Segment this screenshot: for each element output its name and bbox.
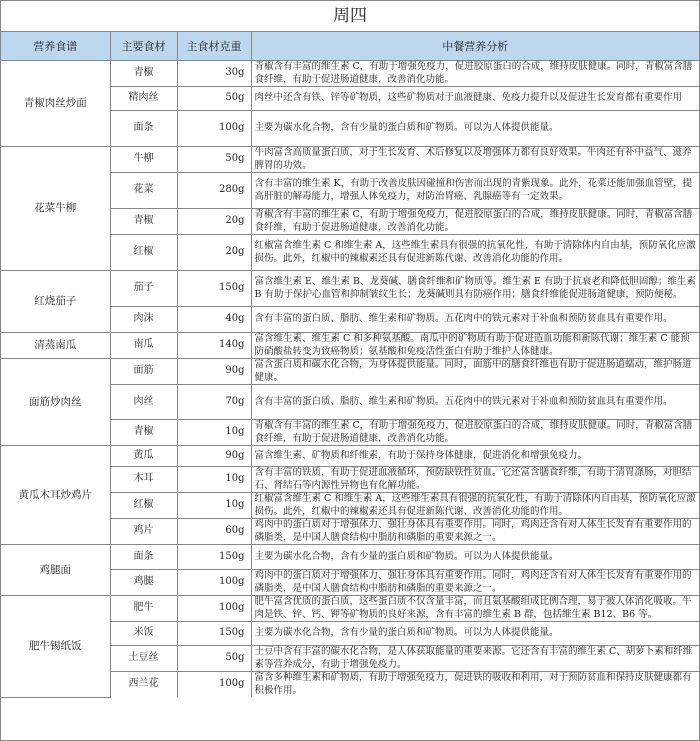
ingredient-name: 肉沫 <box>110 307 177 333</box>
ingredient-weight: 70g <box>177 385 251 420</box>
dish-name: 红烧茄子 <box>1 271 110 333</box>
ingredient-name: 花菜 <box>110 173 177 209</box>
ingredient-weight: 100g <box>177 596 251 622</box>
ingredient-name: 鸡腿 <box>110 570 177 596</box>
ingredient-name: 肥牛 <box>110 596 177 622</box>
ingredient-name: 青椒 <box>110 61 177 87</box>
nutrition-analysis: 富含维生素 E、维生素 B、龙葵碱、膳食纤维和矿物质等。维生素 E 有助于抗衰老和降低胆固醇；维生素 B 有助于保护心血管和抑制皱纹生长；龙葵碱则具有防癌作用；膳食纤维能促进肠道健康，预防便秘。 <box>251 271 699 307</box>
ingredient-name: 面条 <box>110 111 177 147</box>
header-ingredient: 主要食材 <box>110 32 177 61</box>
table-row <box>1 61 699 87</box>
dish-name: 肥牛锡纸饭 <box>1 596 110 698</box>
ingredient-weight: 50g <box>177 147 251 173</box>
nutrition-table <box>1 32 699 698</box>
ingredient-weight: 100g <box>177 570 251 596</box>
nutrition-analysis: 主要为碳水化合物，含有少量的蛋白质和矿物质。可以为人体提供能量。 <box>251 622 699 646</box>
nutrition-analysis: 含有丰富的铁质，有助于促进血液循环，预防缺铁性贫血。它还富含膳食纤维，有助于清胃涤肠，对胆结石、肾结石等内源性异物也有化解功能。 <box>251 467 699 493</box>
ingredient-weight: 100g <box>177 672 251 698</box>
ingredient-weight: 20g <box>177 235 251 271</box>
ingredient-weight: 10g <box>177 420 251 446</box>
nutrition-analysis: 红椒富含维生素 C 和维生素 A，这些维生素具有很强的抗氧化性，有助于清除体内自由基，预防氧化应激损伤。此外，红椒中的辣椒素还具有促进新陈代谢、改善消化功能的作用。 <box>251 235 699 271</box>
ingredient-name: 精肉丝 <box>110 87 177 111</box>
nutrition-analysis: 鸡肉中的蛋白质对于增强体力、强壮身体具有重要作用。同时，鸡肉还含有对人体生长发育有重要作用的磷脂类，是中国人膳食结构中脂肪和磷脂的重要来源之一。 <box>251 570 699 596</box>
dish-name: 鸡腿面 <box>1 545 110 596</box>
ingredient-weight: 50g <box>177 646 251 672</box>
dish-name: 面筋炒肉丝 <box>1 359 110 446</box>
nutrition-analysis: 鸡肉中的蛋白质对于增强体力、强壮身体具有重要作用。同时，鸡肉还含有对人体生长发育有重要作用的磷脂类，是中国人膳食结构中脂肪和磷脂的重要来源之一。 <box>251 519 699 545</box>
ingredient-weight: 150g <box>177 622 251 646</box>
ingredient-name: 木耳 <box>110 467 177 493</box>
ingredient-name: 面条 <box>110 545 177 570</box>
nutrition-analysis: 含有丰富的蛋白质、脂肪、维生素和矿物质。五花肉中的铁元素对于补血和预防贫血具有重要作用。 <box>251 385 699 420</box>
nutrition-analysis: 主要为碳水化合物，含有少量的蛋白质和矿物质。可以为人体提供能量。 <box>251 111 699 147</box>
page-title: 周四 <box>1 1 699 32</box>
nutrition-analysis: 富含维生素、维生素 C 和多种氨基酸。南瓜中的矿物质有助于促进造血功能和新陈代谢；维生素 C 能预防硝酸盐转变为致癌物质；氨基酸和免疫活性蛋白有助于维护人体健康。 <box>251 333 699 359</box>
ingredient-name: 南瓜 <box>110 333 177 359</box>
nutrition-analysis: 富含蛋白质和碳水化合物，为身体提供能量。同时，面筋中的膳食纤维也有助于促进肠道蠕动，维护肠道健康。 <box>251 359 699 385</box>
nutrition-analysis: 含有丰富的蛋白质、脂肪、维生素和矿物质。五花肉中的铁元素对于补血和预防贫血具有重要作用。 <box>251 307 699 333</box>
header-recipe: 营养食谱 <box>1 32 110 61</box>
table-row <box>1 596 699 622</box>
ingredient-name: 鸡片 <box>110 519 177 545</box>
ingredient-name: 黄瓜 <box>110 446 177 467</box>
ingredient-weight: 90g <box>177 446 251 467</box>
nutrition-analysis: 肥牛富含优质的蛋白质，这些蛋白质不仅含量丰富，而且氨基酸组成比例合理，易于被人体消化吸收。牛肉是铁、锌、钙、钾等矿物质的良好来源，含有丰富的维生素 B 群，包括维生素 B12、B6 等。 <box>251 596 699 622</box>
ingredient-name: 牛柳 <box>110 147 177 173</box>
nutrition-analysis: 青椒含有丰富的维生素 C，有助于增强免疫力，促进胶原蛋白的合成，维持皮肤健康。同时，青椒富含膳食纤维，有助于促进肠道健康，改善消化功能。 <box>251 209 699 235</box>
dish-name: 清蒸南瓜 <box>1 333 110 359</box>
ingredient-name: 青椒 <box>110 420 177 446</box>
dish-name: 花菜牛柳 <box>1 147 110 271</box>
ingredient-name: 红椒 <box>110 235 177 271</box>
ingredient-weight: 60g <box>177 519 251 545</box>
ingredient-weight: 40g <box>177 307 251 333</box>
ingredient-weight: 150g <box>177 545 251 570</box>
nutrition-analysis: 富含多种维生素和矿物质，有助于增强免疫力，促进铁的吸收和利用，对于预防贫血和保持皮肤健康都有积极作用。 <box>251 672 699 698</box>
ingredient-name: 红椒 <box>110 493 177 519</box>
dish-name: 黄瓜木耳炒鸡片 <box>1 446 110 545</box>
nutrition-analysis: 青椒含有丰富的维生素 C，有助于增强免疫力，促进胶原蛋白的合成，维持皮肤健康。同时，青椒富含膳食纤维，有助于促进肠道健康，改善消化功能。 <box>251 420 699 446</box>
ingredient-weight: 50g <box>177 87 251 111</box>
nutrition-analysis: 富含维生素、矿物质和纤维素，有助于保持身体健康，促进消化和增强免疫力。 <box>251 446 699 467</box>
ingredient-weight: 140g <box>177 333 251 359</box>
ingredient-name: 西兰花 <box>110 672 177 698</box>
table-row <box>1 271 699 307</box>
nutrition-analysis: 牛肉富含高质量蛋白质，对于生长发育、术后修复以及增强体力都有良好效果。牛肉还有补中益气、滋养脾胃的功效。 <box>251 147 699 173</box>
ingredient-name: 米饭 <box>110 622 177 646</box>
table-row <box>1 333 699 359</box>
ingredient-weight: 150g <box>177 271 251 307</box>
ingredient-weight: 10g <box>177 467 251 493</box>
ingredient-weight: 280g <box>177 173 251 209</box>
dish-name: 青椒肉丝炒面 <box>1 61 110 147</box>
nutrition-analysis: 青椒含有丰富的维生素 C，有助于增强免疫力，促进胶原蛋白的合成，维持皮肤健康。同时，青椒富含膳食纤维，有助于促进肠道健康，改善消化功能。 <box>251 61 699 87</box>
nutrition-analysis: 土豆中含有丰富的碳水化合物，是人体获取能量的重要来源。它还含有丰富的维生素 C、胡萝卜素和纤维素等营养成分，有助于增强免疫力。 <box>251 646 699 672</box>
ingredient-weight: 100g <box>177 111 251 147</box>
header-analysis: 中餐营养分析 <box>251 32 699 61</box>
ingredient-name: 肉丝 <box>110 385 177 420</box>
table-body <box>1 61 699 698</box>
nutrition-analysis: 肉丝中还含有铁、锌等矿物质，这些矿物质对于血液健康、免疫力提升以及促进生长发育都有重要作用 <box>251 87 699 111</box>
table-row <box>1 359 699 385</box>
nutrition-analysis: 含有丰富的维生素 K，有助于改善皮肤因碰撞和伤害而出现的青紫现象。此外，花菜还能加强血管壁，提高肝脏的解毒能力，增强人体免疫力，对防治胃癌、乳腺癌等有一定效果。 <box>251 173 699 209</box>
nutrition-analysis: 红椒富含维生素 C 和维生素 A，这些维生素具有很强的抗氧化性，有助于清除体内自由基，预防氧化应激损伤。此外，红椒中的辣椒素还具有促进新陈代谢、改善消化功能的作用。 <box>251 493 699 519</box>
ingredient-name: 面筋 <box>110 359 177 385</box>
ingredient-name: 土豆丝 <box>110 646 177 672</box>
header-weight: 主食材克重 <box>177 32 251 61</box>
table-row <box>1 545 699 570</box>
ingredient-name: 茄子 <box>110 271 177 307</box>
table-row <box>1 147 699 173</box>
ingredient-weight: 90g <box>177 359 251 385</box>
ingredient-weight: 10g <box>177 493 251 519</box>
table-header-row <box>1 32 699 61</box>
table-row <box>1 446 699 467</box>
nutrition-analysis: 主要为碳水化合物，含有少量的蛋白质和矿物质。可以为人体提供能量。 <box>251 545 699 570</box>
ingredient-name: 青椒 <box>110 209 177 235</box>
ingredient-weight: 30g <box>177 61 251 87</box>
ingredient-weight: 20g <box>177 209 251 235</box>
